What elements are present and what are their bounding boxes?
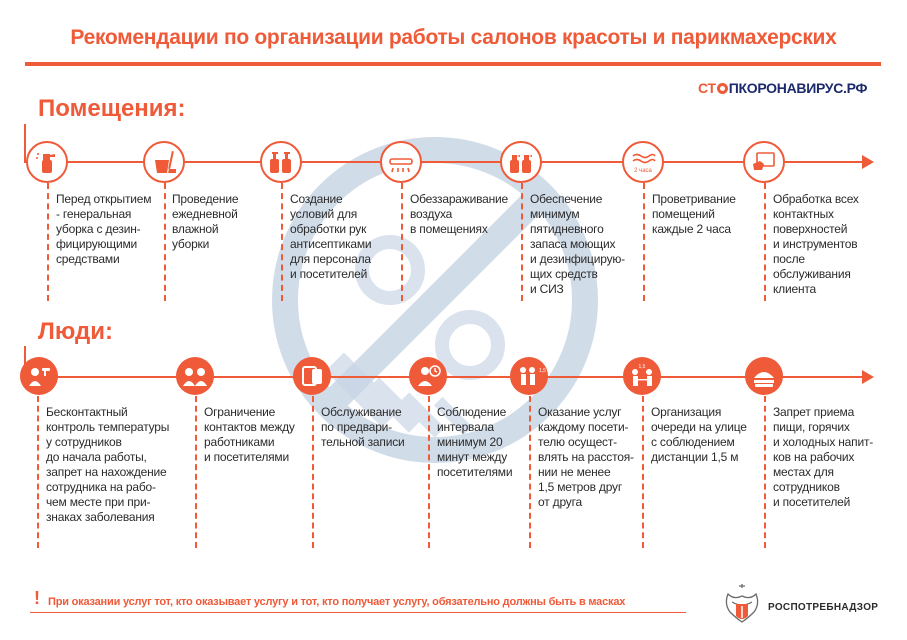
- divider: [643, 183, 645, 301]
- spray-bottle-icon: [26, 141, 68, 183]
- divider: [428, 396, 430, 548]
- people-item-7: Запрет приема пищи, горячих и холодных напит- ков на рабочих местах для сотрудников и посетителей: [773, 405, 874, 509]
- people-item-5: Оказание услуг каждому посети- телю осущест- влять на расстоя- нии не менее 1,5 метров друг от друга: [538, 405, 634, 509]
- bucket-mop-icon: [143, 141, 185, 183]
- people-contact-icon: [176, 357, 214, 395]
- agency-name: РОСПОТРЕБНАДЗОР: [768, 602, 879, 613]
- phone-booking-icon: [293, 357, 331, 395]
- uv-lamp-icon: [380, 141, 422, 183]
- people-heading: Люди:: [38, 318, 113, 345]
- warning-icon: !: [34, 588, 40, 608]
- stopcoronavirus-logo: СТ ПКОРОНАВИРУС.РФ: [698, 80, 868, 96]
- ventilation-icon: [622, 141, 664, 183]
- premises-item-1: Перед открытием - генеральная уборка с дезин- фицирующими средствами: [56, 192, 152, 266]
- divider: [764, 183, 766, 301]
- distance-service-icon: [510, 357, 548, 395]
- thermometer-check-icon: [20, 357, 58, 395]
- divider: [164, 183, 166, 301]
- premises-arrow-icon: [862, 155, 874, 169]
- title-divider: [25, 62, 881, 66]
- sanitizer-bottles-icon: [260, 141, 302, 183]
- queue-distance-icon: [623, 357, 661, 395]
- divider: [312, 396, 314, 548]
- cleaning-supplies-icon: [500, 141, 542, 183]
- divider: [642, 396, 644, 548]
- divider: [764, 396, 766, 548]
- ventilation-caption: 2 часа: [634, 168, 652, 174]
- clock-person-icon: [409, 357, 447, 395]
- distance-caption: 1,5: [539, 368, 546, 374]
- premises-item-2: Проведение ежедневной влажной уборки: [172, 192, 239, 251]
- divider: [195, 396, 197, 548]
- rospotrebnadzor-emblem-icon: [722, 582, 762, 630]
- divider: [47, 183, 49, 301]
- divider: [401, 183, 403, 301]
- premises-item-5: Обеспечение минимум пятидневного запаса моющих и дезинфицирую- щих средств и СИЗ: [530, 192, 625, 296]
- mask-warning-text: При оказании услуг тот, кто оказывает услугу и тот, кто получает услугу, обязательно должны быть в масках: [48, 596, 626, 608]
- premises-item-7: Обработка всех контактных поверхностей и инструментов после обслуживания клиента: [773, 192, 859, 296]
- queue-caption: 1,5: [638, 364, 646, 370]
- virus-icon: [717, 83, 728, 94]
- premises-item-3: Создание условий для обработки рук антисептиками для персонала и посетителей: [290, 192, 372, 281]
- premises-heading: Помещения:: [38, 95, 186, 122]
- premises-item-6: Проветривание помещений каждые 2 часа: [652, 192, 736, 236]
- people-item-6: Организация очереди на улице с соблюдением дистанции 1,5 м: [651, 405, 747, 464]
- divider: [521, 183, 523, 301]
- divider: [281, 183, 283, 301]
- premises-item-4: Обеззараживание воздуха в помещениях: [410, 192, 509, 236]
- divider: [529, 396, 531, 548]
- no-food-icon: [745, 357, 783, 395]
- people-item-3: Обслуживание по предвари- тельной записи: [321, 405, 405, 449]
- page-title: Рекомендации по организации работы салонов красоты и парикмахерских: [70, 26, 837, 49]
- people-item-1: Бесконтактный контроль температуры у сотрудников до начала работы, запрет на нахождение сотрудника на рабо- чем месте при при- знаках заболевания: [46, 405, 170, 524]
- divider: [37, 396, 39, 548]
- people-item-4: Соблюдение интервала минимум 20 минут между посетителями: [437, 405, 513, 479]
- people-arrow-icon: [862, 370, 874, 384]
- people-item-2: Ограничение контактов между работниками и посетителями: [204, 405, 295, 464]
- wipe-surface-icon: [743, 141, 785, 183]
